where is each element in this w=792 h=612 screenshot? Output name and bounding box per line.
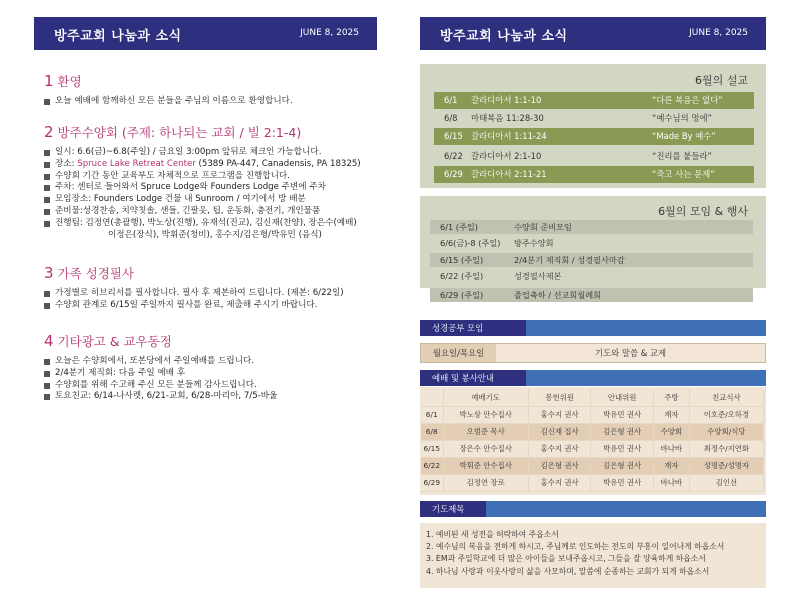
table-row — [421, 423, 764, 440]
table-cell: 홍수지 권사 — [528, 406, 591, 423]
table-cell: 수양회/식당 — [689, 423, 763, 440]
service-bar — [420, 370, 766, 386]
list-item: 주차: 센터로 들어와서 Spruce Lodge와 Founders Lodge 주변에 주차 — [44, 182, 361, 194]
list-item: 2/4분기 제직회: 다음 주일 예배 후 — [44, 368, 277, 380]
table-cell: 이호준/오하경 — [689, 406, 763, 423]
event-row — [430, 288, 753, 302]
table-cell: 6/15 — [421, 440, 443, 457]
team-line-continued: 이정은(장식), 박휘준(청비), 홍수지/김은형/박유민 (음식) — [108, 229, 322, 240]
table-row — [421, 457, 764, 474]
table-header-row — [421, 389, 764, 406]
sermon-title: “다른 복음은 없다” — [652, 95, 723, 105]
section-number: 4 — [44, 332, 54, 350]
left-header-date: JUNE 8, 2025 — [300, 28, 359, 38]
events-panel — [420, 196, 766, 288]
table-cell: 6/1 — [421, 406, 443, 423]
event-row — [430, 220, 753, 234]
event-name: 방주수양회 — [514, 238, 554, 248]
section-title: 환영 — [57, 74, 82, 89]
bible-study-bar-extension — [526, 320, 766, 336]
table-header: 예배기도 — [443, 389, 528, 406]
section-announcements — [44, 332, 277, 403]
bible-study-desc: 기도와 말씀 & 교제 — [594, 348, 667, 358]
sermon-date: 6/22 — [444, 151, 463, 161]
list-item: 모임장소: Founders Lodge 건물 내 Sunroom / 여기에서 방 배분 — [44, 194, 361, 206]
event-name: 2/4분기 제직회 / 성경필사마감 — [514, 255, 625, 265]
section-retreat — [44, 123, 361, 241]
list-item-team — [44, 218, 361, 242]
event-row — [430, 253, 753, 267]
table-cell: 장은수 안수집사 — [443, 440, 528, 457]
table-cell: 박유민 권사 — [591, 474, 654, 491]
left-header-title: 방주교회 나눔과 소식 — [54, 29, 182, 44]
table-cell: 김인선 — [689, 474, 763, 491]
section-items — [44, 147, 361, 241]
sermon-passage: 갈라디아서 2:11-21 — [471, 169, 547, 179]
list-item: 준비물:성경찬송, 치약칫솔, 샌들, 긴팔옷, 팁, 운동화, 충전기, 개인물품 — [44, 206, 361, 218]
table-cell: 김은형 권사 — [591, 423, 654, 440]
section-title: 가족 성경필사 — [57, 266, 134, 281]
table-row — [421, 406, 764, 423]
table-cell: 홍수지 권사 — [528, 474, 591, 491]
location-address: (5389 PA-447, Canadensis, PA 18325) — [195, 158, 361, 169]
event-date: 6/1 (주일) — [440, 222, 478, 232]
table-cell: 6/8 — [421, 423, 443, 440]
section-heading — [44, 332, 277, 350]
section-items — [44, 96, 293, 108]
table-cell: 6/22 — [421, 457, 443, 474]
section-heading — [44, 123, 361, 141]
sermon-panel — [420, 64, 766, 188]
table-cell: 박유민 권사 — [591, 406, 654, 423]
prayer-item: 3. EM과 주일학교에 더 많은 아이들을 보내주옵시고, 그들을 잘 양육하게 하옵소서 — [426, 554, 706, 564]
team-line: 진행팀: 김정연(총괄행), 박노상(진행), 유재석(진교), 김신재(찬양), 장은수(예배) — [55, 217, 357, 228]
left-header-bar — [34, 17, 377, 50]
events-panel-title: 6월의 모임 & 행사 — [658, 205, 748, 218]
table-header: 친교식사 — [689, 389, 763, 406]
sermon-title: “Made By 예수” — [652, 131, 716, 141]
section-title: 기타광고 & 교우동정 — [57, 334, 172, 349]
sermon-title: “진리를 붙들라” — [652, 151, 712, 161]
prayer-bar-extension — [486, 501, 766, 517]
event-row — [430, 236, 753, 250]
table-cell: 바나바 — [653, 474, 689, 491]
event-name: 수양회 준비모임 — [514, 222, 572, 232]
right-header-date: JUNE 8, 2025 — [689, 28, 748, 38]
sermon-date: 6/29 — [444, 169, 463, 179]
section-items — [44, 288, 344, 312]
event-name: 졸업축하 / 선교회월례회 — [514, 290, 602, 300]
prayer-list — [426, 529, 724, 578]
prayer-label: 기도제목 — [420, 501, 486, 517]
table-cell: 김은형 권사 — [591, 457, 654, 474]
sermon-passage: 마태복음 11:28-30 — [471, 113, 544, 123]
table-cell: 김정연 장로 — [443, 474, 528, 491]
table-cell: 김신재 집사 — [528, 423, 591, 440]
list-item: 오늘은 수양회에서, 또본당에서 주일예배를 드립니다. — [44, 356, 277, 368]
event-date: 6/22 (주일) — [440, 271, 484, 281]
list-item: 가정별로 히브리서를 필사합니다. 필사 후 제본하여 드립니다. (제본: 6/22일) — [44, 288, 344, 300]
bible-study-days: 월요일/목요일 — [421, 344, 496, 362]
section-heading — [44, 72, 293, 90]
table-cell: 홍수지 권사 — [528, 440, 591, 457]
list-item: 토요친교: 6/14-나사렛, 6/21-교회, 6/28-마리아, 7/5-바울 — [44, 391, 277, 403]
sermon-title: “예수님의 멍에” — [652, 113, 712, 123]
section-title: 방주수양회 (주제: 하나되는 교회 / 빌 2:1-4) — [57, 125, 302, 140]
prayer-item: 2. 예수님의 복음을 전하게 하시고, 주님께로 인도하는 전도의 부흥이 일어나게 하옵소서 — [426, 542, 725, 552]
list-item: 수양회 관계로 6/15일 주일까지 필사를 완료, 제출해 주시기 바랍니다. — [44, 300, 344, 312]
sermon-row — [434, 148, 754, 165]
section-welcome — [44, 72, 293, 108]
bible-study-label: 성경공부 모임 — [420, 320, 526, 336]
table-cell: 6/29 — [421, 474, 443, 491]
section-bible-transcription — [44, 264, 344, 312]
table-cell: 박유민 권사 — [591, 440, 654, 457]
table-header: 봉헌위원 — [528, 389, 591, 406]
table-cell: 재자 — [653, 406, 689, 423]
sermon-title: “죽고 사는 문제” — [652, 169, 715, 179]
list-item-location — [44, 159, 361, 171]
service-bar-extension — [526, 370, 766, 386]
location-link[interactable]: Spruce Lake Retreat Center — [77, 158, 196, 169]
sermon-row — [434, 166, 754, 183]
event-date: 6/15 (주일) — [440, 255, 484, 265]
table-cell: 박노상 안수집사 — [443, 406, 528, 423]
section-number: 3 — [44, 264, 54, 282]
event-name: 성경필사제본 — [514, 271, 562, 281]
table-cell: 오범준 목사 — [443, 423, 528, 440]
bible-study-row — [420, 343, 766, 363]
table-cell: 바나바 — [653, 440, 689, 457]
sermon-row — [434, 92, 754, 109]
section-heading — [44, 264, 344, 282]
table-cell: 성명준/성명자 — [689, 457, 763, 474]
sermon-date: 6/8 — [444, 113, 458, 123]
right-header-title: 방주교회 나눔과 소식 — [440, 29, 568, 44]
bible-study-bar — [420, 320, 766, 336]
table-cell: 김은형 권사 — [528, 457, 591, 474]
section-number: 2 — [44, 123, 54, 141]
sermon-passage: 갈라디아서 1:1-10 — [471, 95, 542, 105]
list-item: 수양회를 위해 수고해 주신 모든 분들께 감사드립니다. — [44, 380, 277, 392]
sermon-date: 6/1 — [444, 95, 458, 105]
service-label: 예배 및 봉사안내 — [420, 370, 526, 386]
sermon-passage: 갈라디아서 1:11-24 — [471, 131, 547, 141]
table-cell: 최정수/지연화 — [689, 440, 763, 457]
table-cell: 재자 — [653, 457, 689, 474]
table-row — [421, 440, 764, 457]
prayer-item: 1. 예비된 새 성전을 허락하여 주옵소서 — [426, 530, 559, 539]
event-row — [430, 269, 753, 283]
prayer-bar — [420, 501, 766, 517]
table-row — [421, 474, 764, 491]
sermon-date: 6/15 — [444, 131, 463, 141]
service-table — [421, 389, 764, 492]
location-label: 장소: — [55, 158, 78, 169]
right-header-bar — [420, 17, 766, 50]
sermon-passage: 갈라디아서 2:1-10 — [471, 151, 542, 161]
table-header: 주방 — [653, 389, 689, 406]
table-cell: 수양회 — [653, 423, 689, 440]
table-header: 안내위원 — [591, 389, 654, 406]
list-item: 오늘 예배에 함께하신 모든 분들을 주님의 이름으로 환영합니다. — [44, 96, 293, 108]
list-item: 수양회 기간 동안 교육부도 자체적으로 프로그램을 진행합니다. — [44, 171, 361, 183]
event-date: 6/6(금)-8 (주일) — [440, 238, 501, 248]
event-date: 6/29 (주일) — [440, 290, 484, 300]
sermon-row — [434, 128, 754, 145]
sermon-row — [434, 110, 754, 127]
table-cell: 박휘준 안수집사 — [443, 457, 528, 474]
section-items — [44, 356, 277, 403]
table-header — [421, 389, 443, 406]
prayer-item: 4. 하나님 사랑과 이웃사랑의 삶을 사모하며, 말씀에 순종하는 교회가 되게 하옵소서 — [426, 566, 710, 576]
section-number: 1 — [44, 72, 54, 90]
list-item: 일시: 6.6(금)~6.8(주일) / 금요일 3:00pm 앞뒤로 체크인 가능합니다. — [44, 147, 361, 159]
sermon-panel-title: 6월의 설교 — [695, 74, 748, 87]
